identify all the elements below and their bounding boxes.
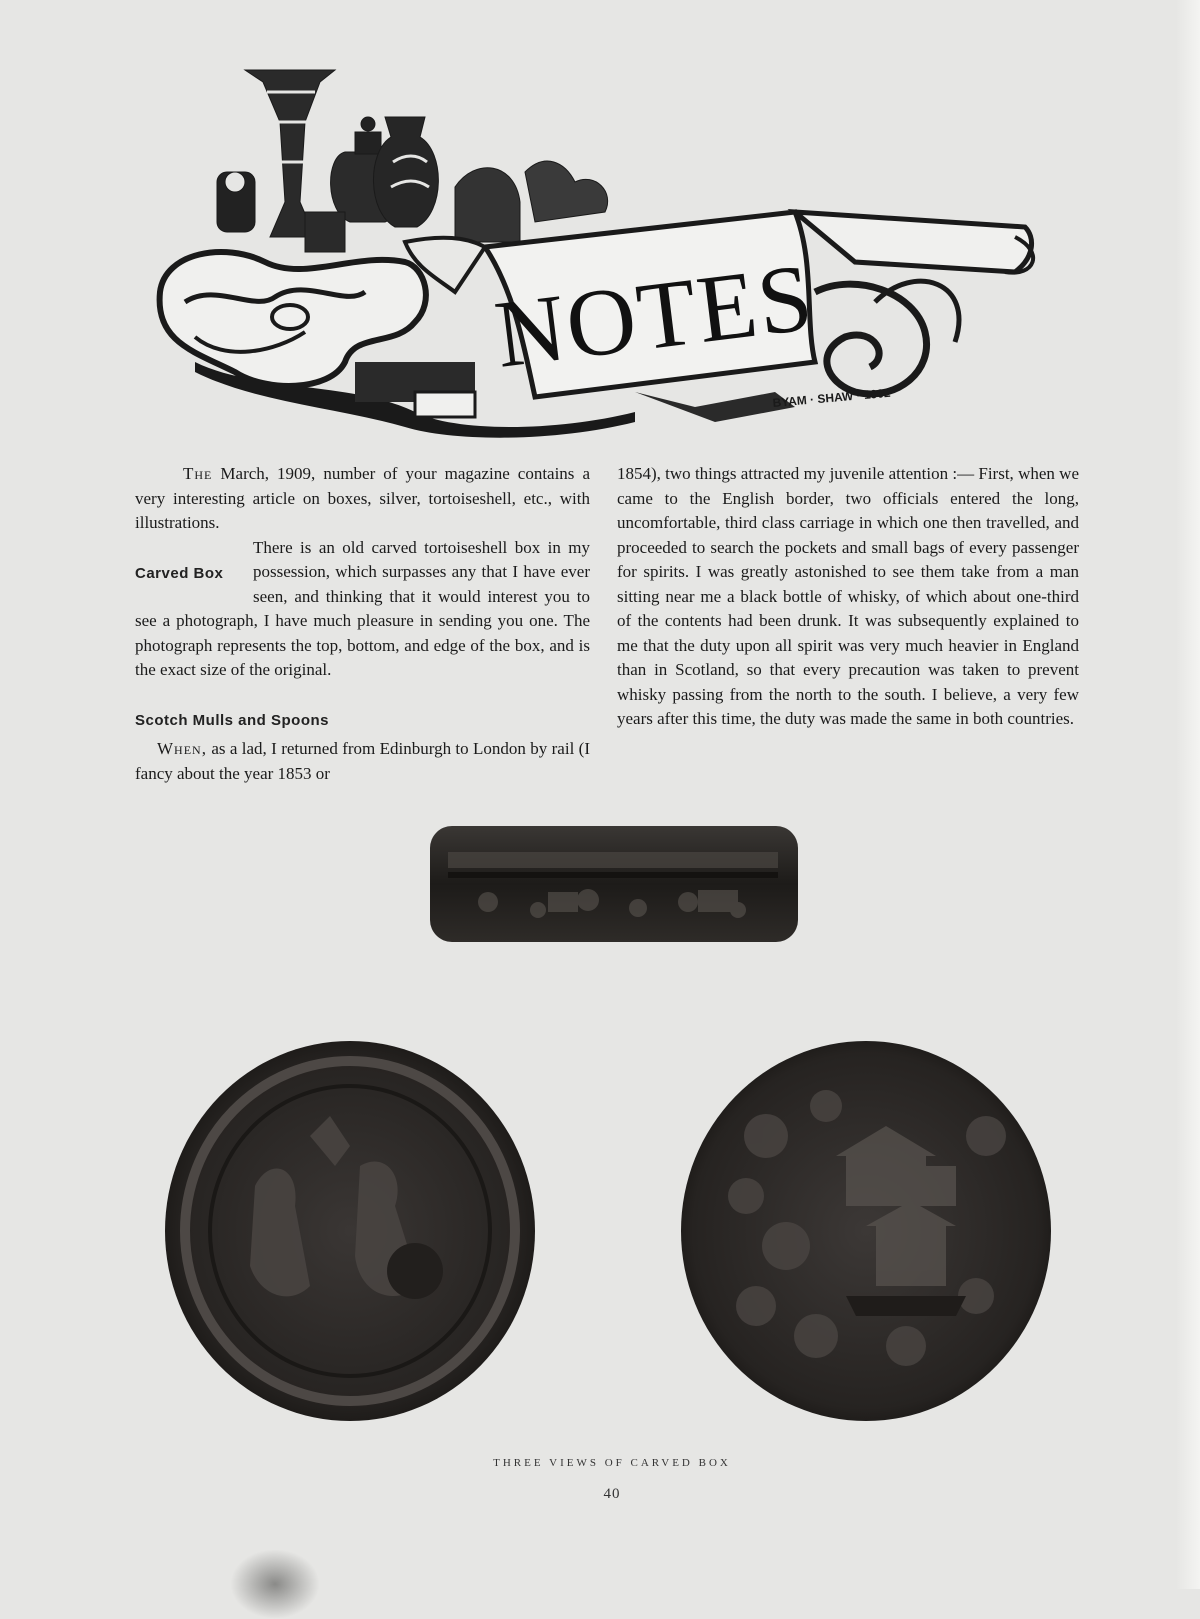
scotch-mulls-heading: Scotch Mulls and Spoons bbox=[135, 711, 330, 729]
notes-title: NOTES bbox=[489, 242, 820, 388]
left-column bbox=[135, 462, 590, 786]
scotch-lead-word: When, bbox=[157, 739, 207, 758]
right-column bbox=[617, 462, 1079, 732]
notes-header-illustration bbox=[155, 62, 1055, 442]
page-edge bbox=[1176, 0, 1200, 1589]
page-number: 40 bbox=[603, 1486, 621, 1502]
right-column-paragraph: 1854), two things attracted my juvenile attention :— First, when we came to the English border, two officials entered the long, uncomfortable, third class carriage in which one then travelled, and proceeded to search the pockets and small bags of every passenger for spirits. I was greatly astonished to see them take from a man sitting near me a black bottle of whisky, of which about one-third of the contents had been drunk. It was subsequently explained to me that the duty upon all spirit was very much heavier in England than in Scotland, so that every precaution was taken to prevent whisky passing from the north to the south. I believe, a very few years after this time, the duty was made the same in both countries. bbox=[617, 464, 1079, 728]
box-top-photo bbox=[160, 1036, 540, 1426]
scotch-paragraph bbox=[135, 737, 590, 786]
intro-paragraph bbox=[135, 462, 590, 536]
carved-box-heading: Carved Box bbox=[135, 564, 224, 582]
box-bottom-photo bbox=[676, 1036, 1056, 1426]
intro-lead-word: The bbox=[183, 464, 213, 483]
scan-shadow bbox=[230, 1549, 320, 1619]
artist-signature: BYAM · SHAW · 1902 bbox=[772, 385, 892, 410]
scotch-text: as a lad, I returned from Edinburgh to London by rail (I fancy about the year 1853 or bbox=[135, 739, 590, 783]
intro-text: March, 1909, number of your magazine contains a very interesting article on boxes, silver, tortoiseshell, etc., with illustrations. bbox=[135, 464, 590, 532]
figure-caption: THREE VIEWS OF CARVED BOX bbox=[493, 1457, 731, 1469]
carved-box-paragraph: There is an old carved tortoiseshell box in my possession, which surpasses any that I have ever seen, and thinking that it would interest you to see a photograph, I have much pleasure in sending you one. The photograph represents the top, bottom, and edge of the box, and is the exact size of the original. bbox=[135, 537, 590, 679]
box-edge-photo bbox=[428, 822, 800, 944]
